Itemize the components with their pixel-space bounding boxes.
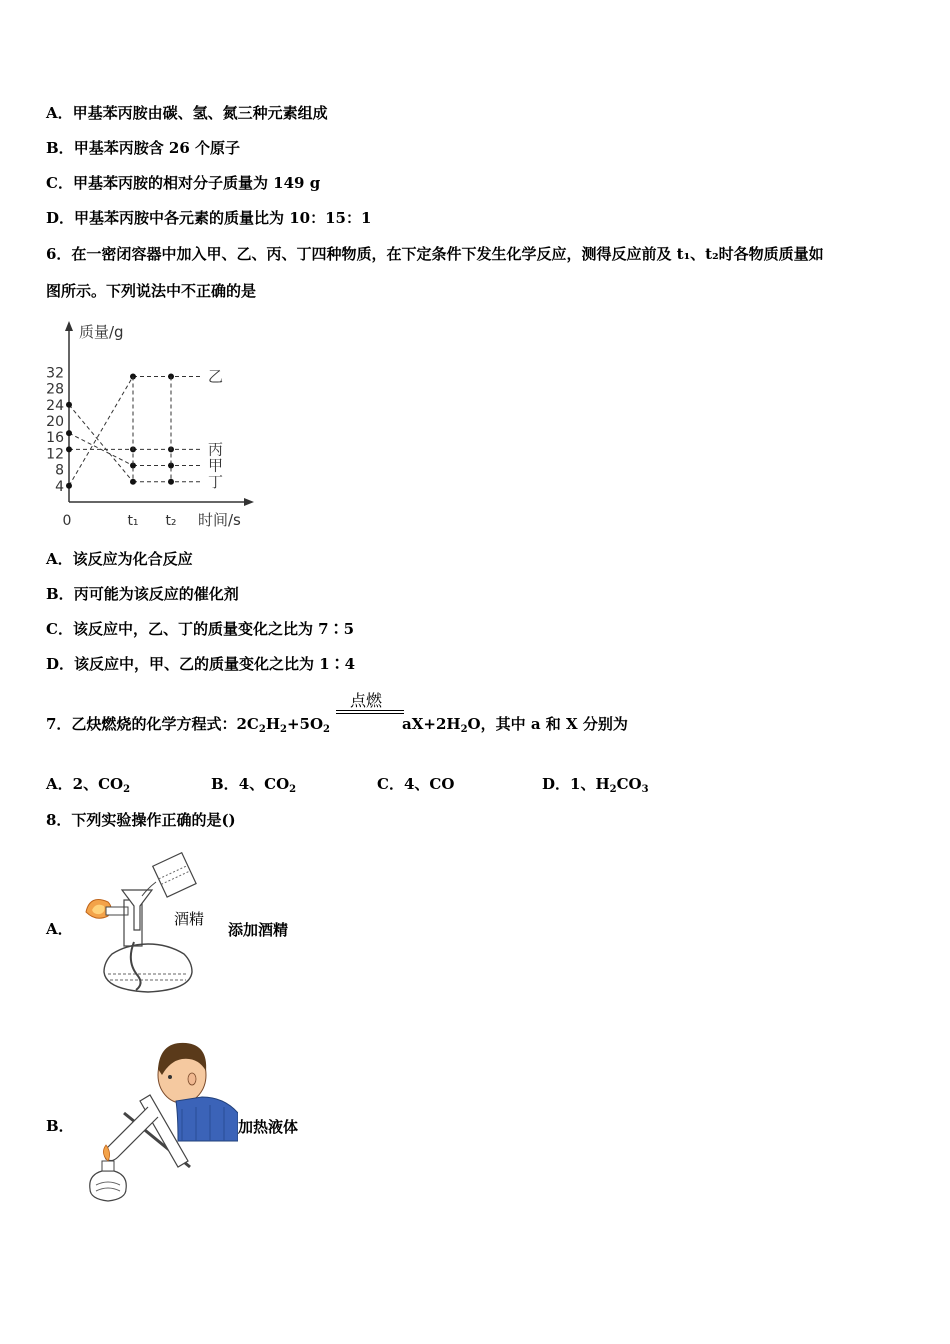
option-label: D． xyxy=(46,209,75,227)
series-label-丙: 丙 xyxy=(208,440,224,459)
q8-option-a-caption: 添加酒精 xyxy=(228,921,289,939)
q7-option-c: C．4、CO xyxy=(377,775,455,793)
x-axis-label: 时间/s xyxy=(198,511,241,529)
option-text: 丙可能为该反应的催化剂 xyxy=(73,585,239,603)
x-tick-label: t₂ xyxy=(165,513,177,529)
series-line-乙 xyxy=(69,376,133,485)
y-tick-label: 16 xyxy=(46,430,64,447)
series-label-丁: 丁 xyxy=(208,472,224,491)
option-label: B． xyxy=(46,585,74,603)
q7-products: $aX+2H_2O$，其中 a 和 X 分别为 xyxy=(402,715,628,735)
x-tick-label: 0 xyxy=(62,513,72,529)
option-text: 甲基苯丙胺的相对分子质量为 149 g xyxy=(72,174,321,192)
option-text: 该反应为化合反应 xyxy=(72,550,193,568)
q7-equation xyxy=(46,714,628,734)
y-tick-label: 8 xyxy=(55,462,64,479)
option-label: B． xyxy=(46,139,74,157)
data-point-丁 xyxy=(66,402,72,408)
q5-option-c xyxy=(46,173,320,193)
option-label: D． xyxy=(46,655,75,673)
y-tick-label: 28 xyxy=(46,381,64,398)
option-label: C． xyxy=(46,174,73,192)
equals-bar-bottom xyxy=(336,713,404,714)
y-tick-label: 20 xyxy=(46,414,64,430)
q5-option-d xyxy=(46,208,371,228)
option-text: 甲基苯丙胺由碳、氢、氮三种元素组成 xyxy=(72,104,328,122)
y-axis-arrow xyxy=(65,321,73,331)
q7-option-a: A．2、$CO_2$ xyxy=(46,775,131,795)
y-tick-label: 24 xyxy=(46,397,64,414)
q6-option-a xyxy=(46,549,193,569)
x-axis-arrow xyxy=(244,498,254,506)
q7-option-b: B．4、$CO_2$ xyxy=(211,775,297,795)
y-tick-label: 12 xyxy=(46,446,64,463)
y-tick-label: 4 xyxy=(55,478,64,495)
data-point-乙 xyxy=(66,483,72,489)
option-label: A． xyxy=(46,104,73,122)
data-point-甲 xyxy=(66,430,72,436)
q8-stem: 8．下列实验操作正确的是() xyxy=(46,811,236,829)
option-label: A． xyxy=(46,550,73,568)
x-tick-label: t₁ xyxy=(127,513,139,529)
series-line-丁 xyxy=(69,405,133,482)
q8-option-b-caption: 加热液体 xyxy=(238,1118,299,1136)
series-label-乙: 乙 xyxy=(208,367,224,386)
q5-option-a xyxy=(46,103,328,123)
option-text: 甲基苯丙胺中各元素的质量比为 10：15：1 xyxy=(74,209,372,227)
q6-option-d xyxy=(46,654,355,674)
option-text: 该反应中，甲、乙的质量变化之比为 1∶4 xyxy=(74,655,356,673)
series-label-甲: 甲 xyxy=(208,456,224,475)
equals-bar-top xyxy=(336,710,404,711)
q7-reactants: $2C_2H_2+5O_2$ xyxy=(236,715,331,735)
q6-stem-line2: 图所示。下列说法中不正确的是 xyxy=(46,282,257,300)
q6-option-b xyxy=(46,584,239,604)
q7-prefix: 7．乙炔燃烧的化学方程式： xyxy=(46,715,237,733)
reaction-condition: 点燃 xyxy=(350,691,383,710)
y-axis-label: 质量/g xyxy=(79,323,124,341)
q7-option-d: D．1、$H_2CO_3$ xyxy=(542,775,649,795)
alcohol-figure-label: 酒精 xyxy=(174,910,205,928)
option-label: C． xyxy=(46,620,73,638)
option-text: 该反应中，乙、丁的质量变化之比为 7∶5 xyxy=(72,620,355,638)
data-point-丙 xyxy=(66,446,72,452)
q8-option-b-label: B． xyxy=(46,1117,74,1135)
q6-option-c xyxy=(46,619,354,639)
q5-option-b xyxy=(46,138,240,158)
q8-option-a-label: A． xyxy=(46,920,73,938)
heating-liquid-illustration xyxy=(78,1035,238,1205)
y-tick-label: 32 xyxy=(46,365,64,382)
alcohol-lamp-refill-illustration xyxy=(78,852,218,1002)
mass-time-chart xyxy=(40,315,280,535)
option-text: 甲基苯丙胺含 26 个原子 xyxy=(73,139,241,157)
q6-stem-line1: 6．在一密闭容器中加入甲、乙、丙、丁四种物质，在下定条件下发生化学反应，测得反应前及 t₁、t₂时各物质质量如 xyxy=(46,245,824,263)
